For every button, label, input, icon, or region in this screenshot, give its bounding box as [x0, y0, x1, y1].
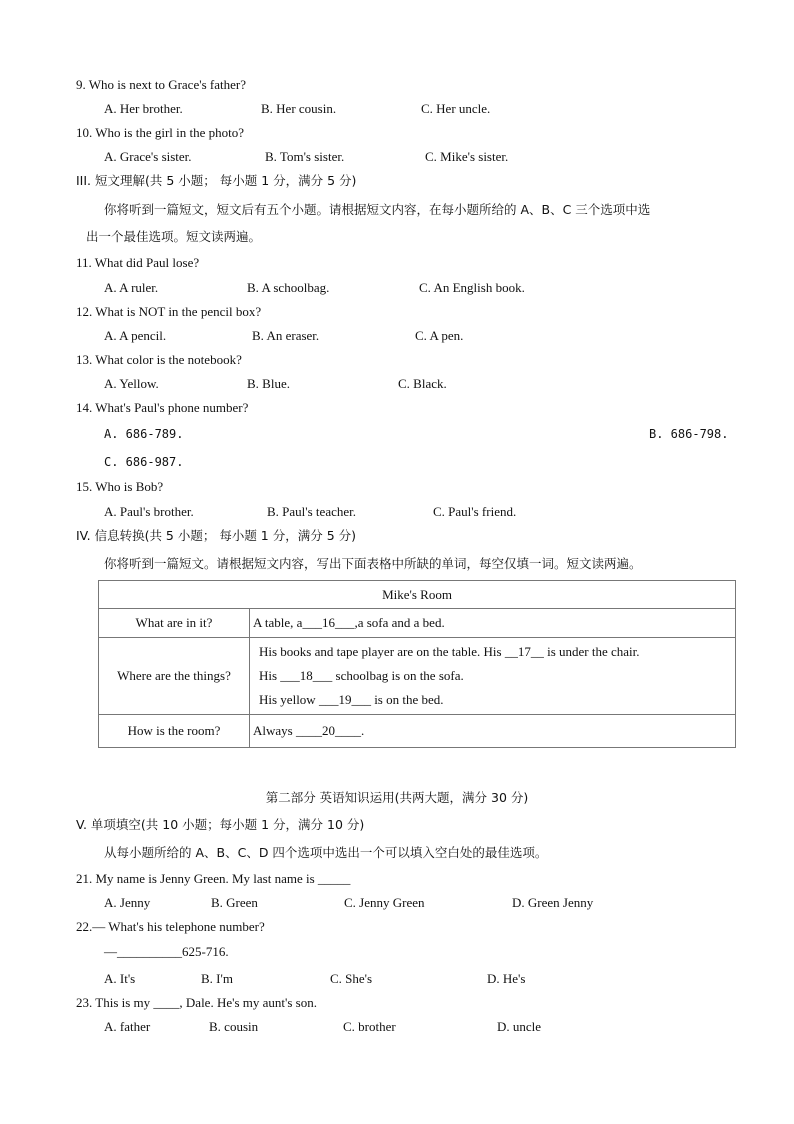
section-3-instruction: 你将听到一篇短文，短文后有五个小题。请根据短文内容，在每小题所给的 A、B、C 三个选项中选	[104, 202, 651, 217]
question-13-stem: 13. What color is the notebook?	[76, 352, 242, 367]
question-11-option-a: A. A ruler.	[104, 280, 159, 295]
table-row	[99, 609, 736, 638]
question-12-option-c: C. A pen.	[415, 328, 464, 343]
question-11-option-b: B. A schoolbag.	[247, 280, 330, 295]
question-14-stem: 14. What's Paul's phone number?	[76, 400, 249, 415]
question-23-option-c: C. brother	[343, 1019, 396, 1034]
table-title: Mike's Room	[99, 581, 736, 609]
question-14-option-a: A. 686-789.	[104, 427, 184, 441]
question-9-stem: 9. Who is next to Grace's father?	[76, 77, 246, 92]
question-22-stem: 22.— What's his telephone number?	[76, 919, 265, 934]
question-23-option-b: B. cousin	[209, 1019, 259, 1034]
table-row-label: How is the room?	[99, 715, 250, 748]
question-15-option-a: A. Paul's brother.	[104, 504, 194, 519]
question-15-stem: 15. Who is Bob?	[76, 479, 164, 494]
table-row-label: Where are the things?	[99, 638, 250, 715]
question-12-option-b: B. An eraser.	[252, 328, 320, 343]
question-23-stem: 23. This is my ____, Dale. He's my aunt's son.	[76, 995, 317, 1010]
question-10-option-c: C. Mike's sister.	[425, 149, 509, 164]
question-12-stem: 12. What is NOT in the pencil box?	[76, 304, 262, 319]
question-13-option-c: C. Black.	[398, 376, 447, 391]
table-row	[99, 715, 736, 748]
table-line: His yellow ___19___ is on the bed.	[259, 692, 444, 707]
question-15-option-c: C. Paul's friend.	[433, 504, 517, 519]
table-row-value	[250, 638, 736, 715]
question-22-option-d: D. He's	[487, 971, 526, 986]
table-row-value: Always ____20____.	[250, 715, 736, 748]
question-11-option-c: C. An English book.	[419, 280, 525, 295]
question-10-stem: 10. Who is the girl in the photo?	[76, 125, 245, 140]
section-5-title: V. 单项填空(共 10 小题；每小题 1 分，满分 10 分)	[76, 817, 365, 832]
question-9-option-c: C. Her uncle.	[421, 101, 491, 116]
question-9-option-a: A. Her brother.	[104, 101, 183, 116]
question-21-option-d: D. Green Jenny	[512, 895, 594, 910]
question-23-option-d: D. uncle	[497, 1019, 542, 1034]
question-22-option-c: C. She's	[330, 971, 373, 986]
question-22-answer-line: —__________625-716.	[104, 944, 229, 959]
question-13-option-a: A. Yellow.	[104, 376, 159, 391]
question-15-option-b: B. Paul's teacher.	[267, 504, 356, 519]
section-3-title: III. 短文理解(共 5 小题； 每小题 1 分，满分 5 分)	[76, 173, 357, 188]
question-14-option-b: B. 686-798.	[649, 427, 729, 441]
table-line: His ___18___ schoolbag is on the sofa.	[259, 668, 464, 683]
section-4-title: IV. 信息转换(共 5 小题； 每小题 1 分，满分 5 分)	[76, 528, 356, 543]
section-3-instruction-cont: 出一个最佳选项。短文读两遍。	[86, 229, 262, 244]
question-10-option-b: B. Tom's sister.	[265, 149, 345, 164]
question-14-option-c: C. 686-987.	[104, 455, 184, 469]
question-13-option-b: B. Blue.	[247, 376, 290, 391]
section-4-instruction: 你将听到一篇短文。请根据短文内容，写出下面表格中所缺的单词，每空仅填一词。短文读两遍。	[104, 556, 642, 571]
question-22-option-a: A. It's	[104, 971, 136, 986]
table-line: His books and tape player are on the table. His __17__ is under the chair.	[259, 644, 640, 659]
mikes-room-table	[98, 580, 736, 748]
part-2-title: 第二部分 英语知识运用(共两大题，满分 30 分)	[265, 790, 529, 805]
table-row	[99, 638, 736, 715]
question-22-option-b: B. I'm	[201, 971, 233, 986]
question-10-option-a: A. Grace's sister.	[104, 149, 192, 164]
question-9-option-b: B. Her cousin.	[261, 101, 337, 116]
question-21-stem: 21. My name is Jenny Green. My last name is _____	[76, 871, 351, 886]
question-23-option-a: A. father	[104, 1019, 151, 1034]
table-row-label: What are in it?	[99, 609, 250, 638]
question-12-option-a: A. A pencil.	[104, 328, 167, 343]
table-row-value: A table, a___16___,a sofa and a bed.	[250, 609, 736, 638]
question-21-option-b: B. Green	[211, 895, 258, 910]
question-11-stem: 11. What did Paul lose?	[76, 255, 200, 270]
question-21-option-c: C. Jenny Green	[344, 895, 425, 910]
question-21-option-a: A. Jenny	[104, 895, 151, 910]
section-5-instruction: 从每小题所给的 A、B、C、D 四个选项中选出一个可以填入空白处的最佳选项。	[104, 845, 548, 860]
